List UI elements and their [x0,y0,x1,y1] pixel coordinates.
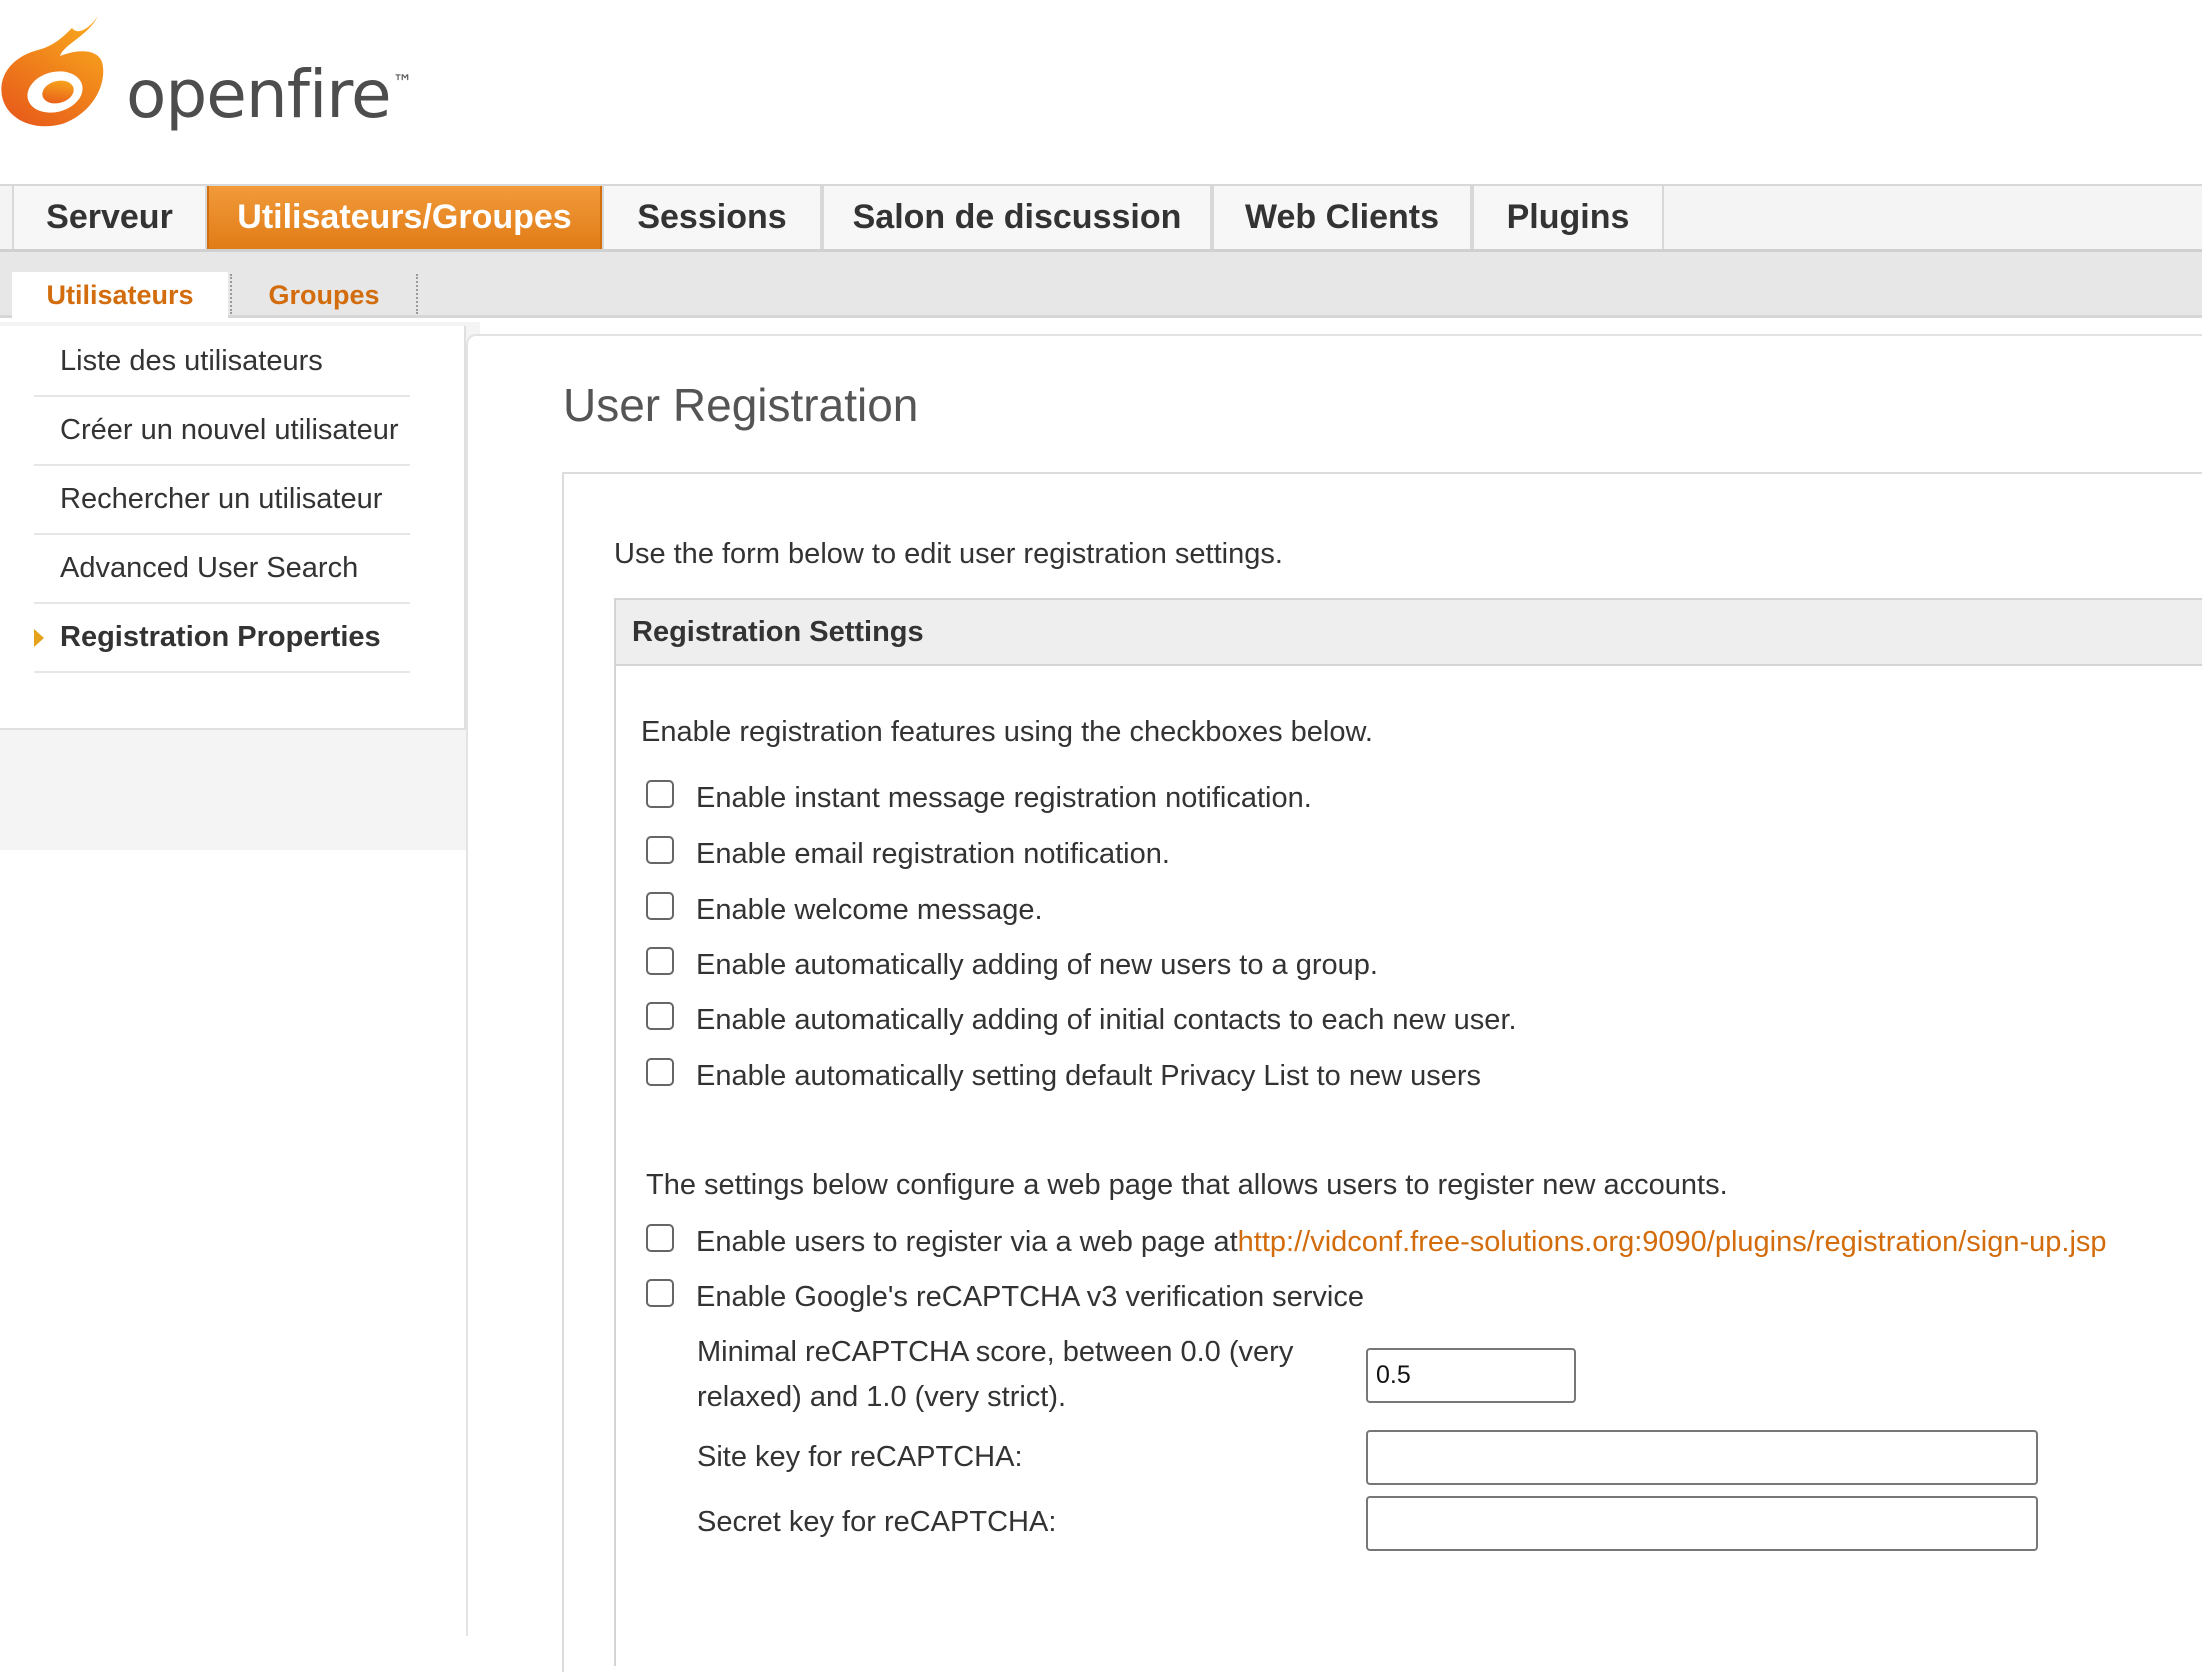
subtab-groupes[interactable]: Groupes [268,279,380,310]
page-title: User Registration [563,379,919,431]
sidebar-item-label: Advanced User Search [60,552,359,584]
recaptcha-row [646,1277,1364,1317]
privacy-list-checkbox[interactable] [646,1058,674,1086]
feature-row [646,1000,1517,1040]
openfire-wordmark: openfire ™ [126,56,412,133]
tab-plugins[interactable]: Plugins [1472,186,1664,249]
checkbox-label: Enable Google's reCAPTCHA v3 verification service [696,1280,1364,1313]
page-intro: Use the form below to edit user registration settings. [614,538,1283,570]
sidebar-item-advanced-user-search[interactable] [34,535,410,604]
welcome-message-checkbox[interactable] [646,892,674,920]
tab-salon-de-discussion[interactable]: Salon de discussion [822,186,1212,249]
recaptcha-checkbox[interactable] [646,1279,674,1307]
tab-sessions[interactable]: Sessions [602,186,822,249]
main-nav [0,184,2202,252]
sidebar-item-label: Registration Properties [60,621,381,653]
initial-contacts-checkbox[interactable] [646,1002,674,1030]
feature-row [646,834,1170,874]
sidebar [0,326,466,730]
current-item-arrow-icon [34,629,44,647]
tab-web-clients[interactable]: Web Clients [1212,186,1472,249]
sidebar-item-liste-des-utilisateurs[interactable] [34,328,410,397]
site-key-input[interactable] [1366,1430,2038,1485]
registration-settings-header: Registration Settings [614,598,2202,666]
features-intro: Enable registration features using the checkboxes below. [641,716,1373,748]
openfire-logo[interactable] [0,14,412,134]
subtab-divider [230,274,232,314]
sidebar-item-label: Rechercher un utilisateur [60,483,383,515]
sidebar-item-rechercher-utilisateur[interactable] [34,466,410,535]
feature-row [646,1056,1481,1096]
sidebar-item-registration-properties[interactable] [34,604,410,673]
email-notification-checkbox[interactable] [646,836,674,864]
web-registration-intro: The settings below configure a web page that allows users to register new accounts. [646,1169,1728,1201]
checkbox-label: Enable email registration notification. [696,837,1170,870]
sidebar-item-creer-utilisateur[interactable] [34,397,410,466]
tab-serveur[interactable]: Serveur [12,186,207,249]
feature-row [646,890,1043,930]
checkbox-label: Enable welcome message. [696,893,1043,926]
sidebar-item-label: Liste des utilisateurs [60,345,323,377]
secret-key-label: Secret key for reCAPTCHA: [697,1506,1057,1538]
sign-up-page-link[interactable]: http://vidconf.free-solutions.org:9090/plugins/registration/sign-up.jsp [1237,1225,2107,1258]
feature-row [646,945,1378,985]
tab-utilisateurs-groupes[interactable]: Utilisateurs/Groupes [207,186,602,249]
subtab-divider [416,274,418,314]
checkbox-label: Enable instant message registration notification. [696,781,1312,814]
im-notification-checkbox[interactable] [646,780,674,808]
sub-nav [0,252,2202,318]
web-register-row [646,1222,2107,1262]
checkbox-label: Enable automatically adding of new users to a group. [696,948,1378,981]
min-score-input[interactable] [1366,1348,1576,1403]
sidebar-item-label: Créer un nouvel utilisateur [60,414,399,446]
auto-group-checkbox[interactable] [646,947,674,975]
checkbox-label: Enable automatically adding of initial contacts to each new user. [696,1003,1517,1036]
feature-row [646,778,1312,818]
checkbox-label: Enable automatically setting default Privacy List to new users [696,1059,1482,1092]
openfire-flame-icon [0,14,112,132]
checkbox-label: Enable users to register via a web page at [696,1225,1238,1258]
site-key-label: Site key for reCAPTCHA: [697,1441,1023,1473]
subtab-utilisateurs[interactable]: Utilisateurs [12,272,228,318]
min-score-label: Minimal reCAPTCHA score, between 0.0 (very relaxed) and 1.0 (very strict). [697,1336,1294,1413]
web-register-checkbox[interactable] [646,1224,674,1252]
secret-key-input[interactable] [1366,1496,2038,1551]
